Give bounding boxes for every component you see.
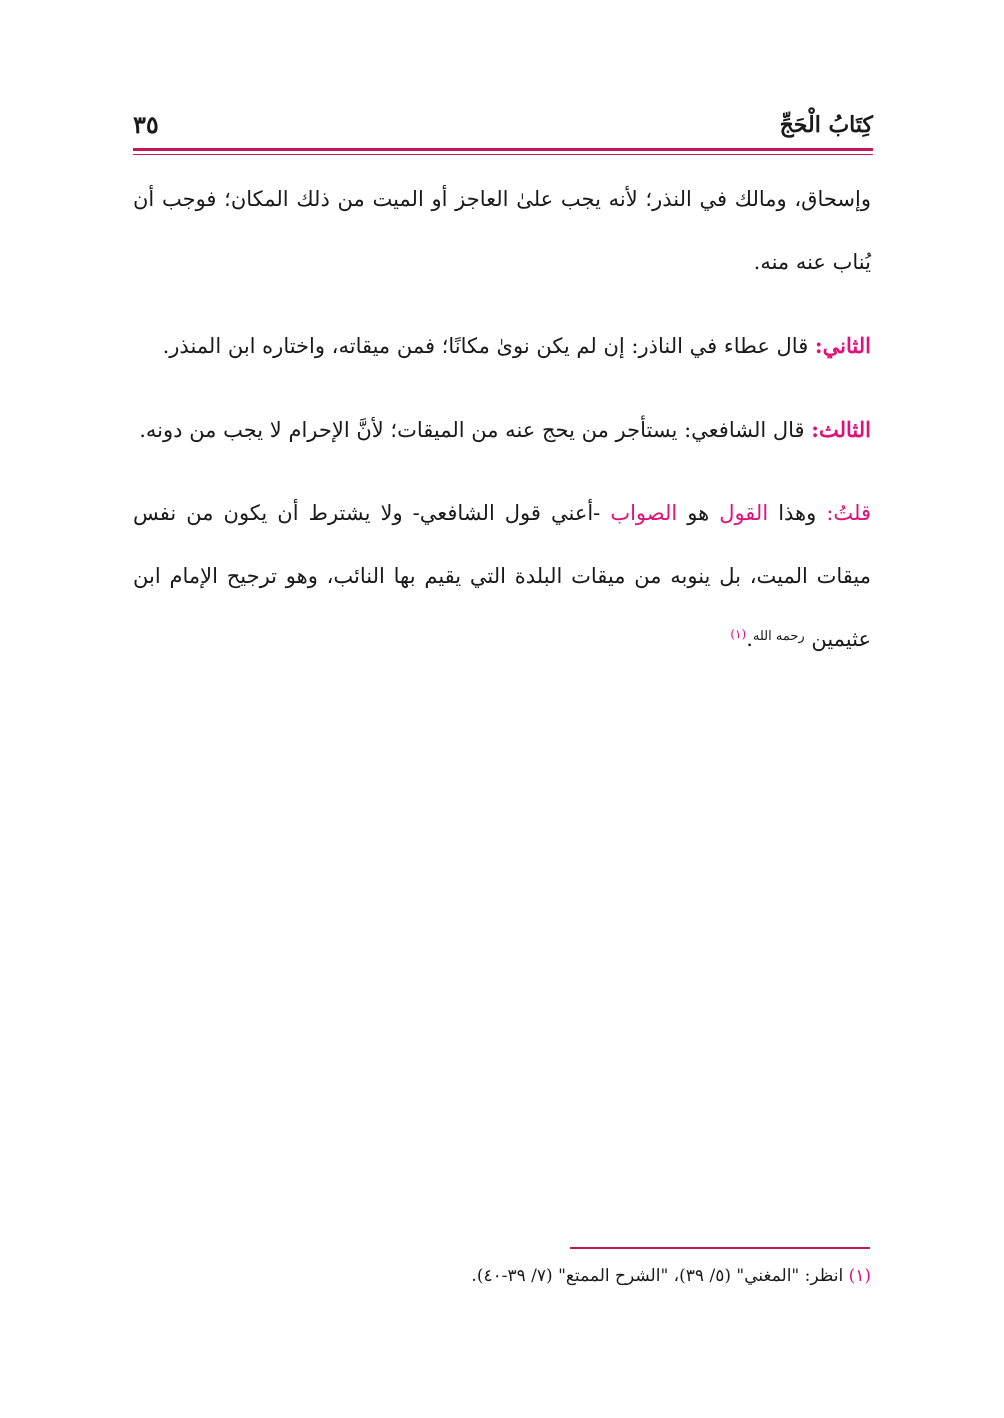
main-text bbox=[133, 168, 871, 694]
p4-segment-b: هو bbox=[677, 501, 720, 525]
paragraph-2 bbox=[133, 314, 871, 378]
paragraph-3-text: قال الشافعي: يستأجر من يحج عنه من الميقات؛ لأنَّ الإحرام لا يجب من دونه. bbox=[139, 418, 812, 442]
honorific-ligature: رحمه الله bbox=[752, 629, 805, 644]
paragraph-3 bbox=[133, 398, 871, 462]
p4-segment-c: -أعني قول الشافعي- ولا يشترط أن يكون من نفس ميقات الميت، بل ينوبه من ميقات البلدة التي يقيم بها النائب، وهو ترجيح الإمام ابن عثيمين bbox=[133, 501, 871, 651]
qawl-word: القول bbox=[719, 501, 769, 525]
sawab-word: الصواب bbox=[610, 501, 678, 525]
paragraph-4 bbox=[133, 482, 871, 674]
paragraph-1 bbox=[133, 168, 871, 294]
header-rule-thin bbox=[133, 154, 873, 155]
book-title: كِتَابُ الْحَجِّ bbox=[779, 112, 873, 138]
page-header bbox=[133, 108, 873, 148]
footnote-ref[interactable]: (١) bbox=[730, 627, 747, 641]
p4-segment-a: وهذا bbox=[768, 501, 827, 525]
label-third: الثالث: bbox=[811, 417, 871, 442]
footnote-rule bbox=[570, 1247, 870, 1249]
footnote-number: (١) bbox=[848, 1266, 871, 1286]
paragraph-1-text: وإسحاق، ومالك في النذر؛ لأنه يجب علىٰ العاجز أو الميت من ذلك المكان؛ فوجب أن يُناب عنه منه. bbox=[133, 187, 871, 274]
header-rule-thick bbox=[133, 148, 873, 151]
page-number: ٣٥ bbox=[133, 110, 159, 139]
footnote-text: انظر: "المغني" (٥/ ٣٩)، "الشرح الممتع" (٧/ ٣٩-٤٠). bbox=[471, 1266, 849, 1286]
label-second: الثاني: bbox=[814, 333, 871, 358]
footnote bbox=[133, 1266, 871, 1286]
p4-end: . bbox=[746, 627, 753, 651]
paragraph-2-text: قال عطاء في الناذر: إن لم يكن نوىٰ مكانًا؛ فمن ميقاته، واختاره ابن المنذر. bbox=[162, 334, 815, 358]
qult-word: قلتُ: bbox=[826, 501, 871, 525]
